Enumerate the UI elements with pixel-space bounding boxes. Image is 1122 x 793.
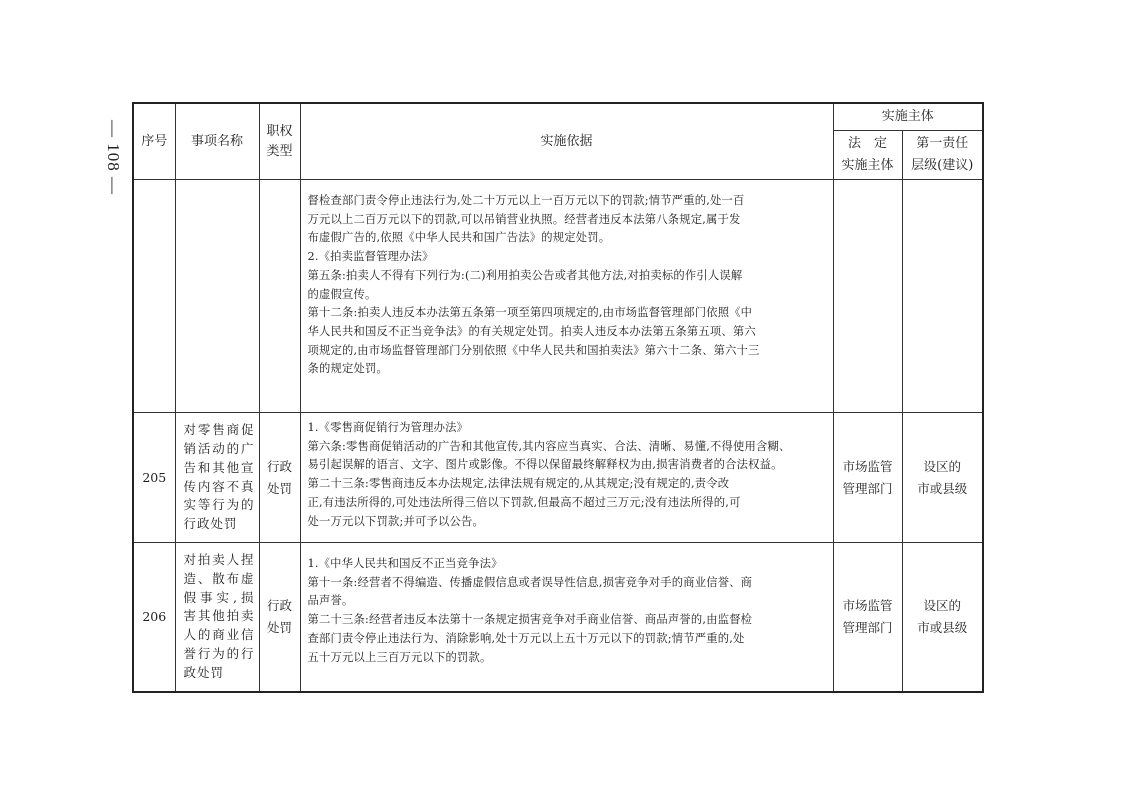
basis-line: 2.《拍卖监督管理办法》 (307, 250, 434, 264)
row-type: 行政 处罚 (259, 543, 300, 692)
basis-line: 条的规定处罚。 (307, 362, 388, 376)
row-first-responsible: 设区的 市或县级 (902, 543, 983, 692)
basis-line: 项规定的,由市场监督管理部门分别依照《中华人民共和国拍卖法》第六十二条、第六十三 (307, 343, 760, 357)
row-name (175, 180, 259, 413)
basis-line: 第十一条:经营者不得编造、传播虚假信息或者误导性信息,损害竞争对手的商业信誉、商 (307, 575, 753, 589)
basis-line: 查部门责令停止违法行为、消除影响,处十万元以上五十万元以下的罚款;情节严重的,处 (307, 631, 745, 645)
row-name: 对拍卖人捏造、散布虚假事实,损害其他拍卖人的商业信誉行为的行政处罚 (175, 543, 259, 692)
basis-line: 品声誉。 (307, 594, 354, 608)
row-first-responsible (902, 180, 983, 413)
row-type (259, 180, 300, 413)
row-basis (300, 180, 833, 413)
basis-line: 1.《零售商促销行为管理办法》 (307, 421, 469, 434)
basis-line: 第十二条:拍卖人违反本办法第五条第一项至第四项规定的,由市场监督管理部门依照《中 (307, 306, 753, 320)
header-subject-group: 实施主体 (833, 103, 983, 131)
header-seq: 序号 (133, 103, 175, 180)
row-basis (300, 413, 833, 543)
basis-line: 的虚假宣传。 (307, 287, 377, 301)
header-first-responsible: 第一责任 层级(建议) (902, 131, 983, 180)
basis-line: 易引起误解的语言、文字、图片或影像。不得以保留最终解释权为由,损害消费者的合法权益。 (307, 458, 783, 472)
row-seq: 205 (133, 413, 175, 543)
basis-line: 1.《中华人民共和国反不正当竞争法》 (307, 557, 503, 570)
enforcement-table (132, 102, 984, 693)
header-item-name: 事项名称 (175, 103, 259, 180)
basis-line: 华人民共和国反不正当竞争法》的有关规定处罚。拍卖人违反本办法第五条第五项、第六 (307, 324, 756, 338)
row-seq (133, 180, 175, 413)
basis-line: 万元以上二百万元以下的罚款,可以吊销营业执照。经营者违反本法第八条规定,属于发 (307, 212, 741, 226)
row-legal-subject: 市场监管 管理部门 (833, 413, 902, 543)
basis-line: 第二十三条:经营者违反本法第十一条规定损害竞争对手商业信誉、商品声誉的,由监督检 (307, 613, 753, 627)
basis-line: 督检查部门责令停止违法行为,处二十万元以上一百万元以下的罚款;情节严重的,处一百 (307, 194, 745, 207)
header-authority-type: 职权 类型 (259, 103, 300, 180)
header-basis: 实施依据 (300, 103, 833, 180)
table-row (133, 543, 983, 692)
row-legal-subject (833, 180, 902, 413)
row-basis (300, 543, 833, 692)
basis-line: 处一万元以下罚款;并可予以公告。 (307, 514, 484, 528)
row-type: 行政 处罚 (259, 413, 300, 543)
row-first-responsible: 设区的 市或县级 (902, 413, 983, 543)
basis-line: 布虚假广告的,依照《中华人民共和国广告法》的规定处罚。 (307, 231, 611, 245)
row-legal-subject: 市场监管 管理部门 (833, 543, 902, 692)
table-row (133, 180, 983, 413)
row-seq: 206 (133, 543, 175, 692)
header-legal-subject: 法 定 实施主体 (833, 131, 902, 180)
basis-line: 第二十三条:零售商违反本办法规定,法律法规有规定的,从其规定;没有规定的,责令改 (307, 477, 730, 491)
basis-line: 正,有违法所得的,可处违法所得三倍以下罚款,但最高不超过三万元;没有违法所得的,可 (307, 495, 741, 509)
basis-line: 五十万元以上三百万元以下的罚款。 (307, 650, 492, 664)
basis-line: 第五条:拍卖人不得有下列行为:(二)利用拍卖公告或者其他方法,对拍卖标的作引人误解 (307, 268, 743, 282)
page-number: — 108 — (104, 120, 123, 195)
table-row (133, 413, 983, 543)
row-name: 对零售商促销活动的广告和其他宣传内容不真实等行为的行政处罚 (175, 413, 259, 543)
basis-line: 第六条:零售商促销活动的广告和其他宣传,其内容应当真实、合法、清晰、易懂,不得使用含糊、 (307, 439, 791, 453)
